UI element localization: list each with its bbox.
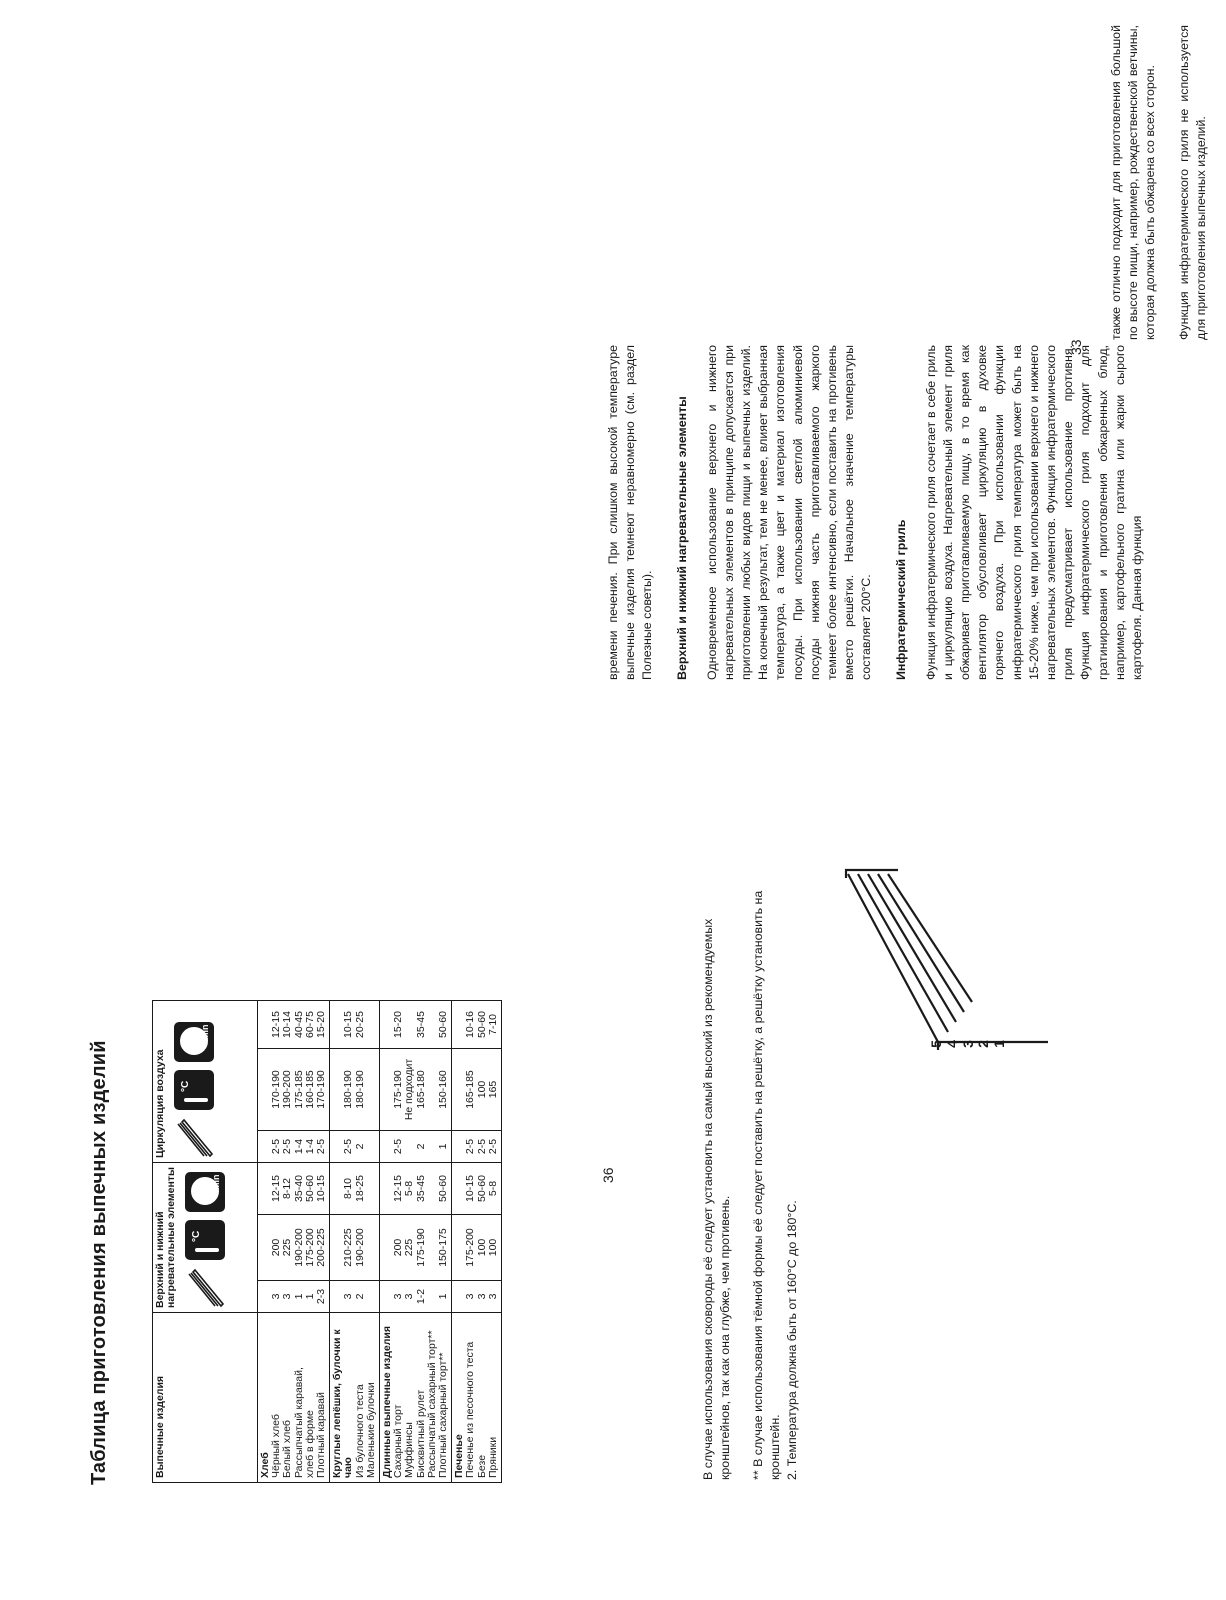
table-value: 35-45 xyxy=(414,1175,427,1202)
table-value: 12-15 xyxy=(270,1011,283,1038)
table-value: 165-180 xyxy=(414,1070,427,1109)
table-item-name: Муффинсы xyxy=(403,1422,416,1478)
table-cell-tb-level xyxy=(452,1281,502,1313)
right-page-column-2 xyxy=(1108,25,1226,340)
table-cell-product xyxy=(452,1313,502,1483)
table-value: 100 xyxy=(475,1080,488,1099)
table-item-name: Печенье из песочного теста xyxy=(464,1341,477,1478)
table-value: 1 xyxy=(437,1293,450,1300)
table-value: 10-15 xyxy=(315,1175,328,1202)
table-cell-tb-temp xyxy=(452,1215,502,1281)
table-value: 1-4 xyxy=(292,1138,305,1155)
table-value: 150-175 xyxy=(437,1228,450,1267)
table-value: 180-190 xyxy=(342,1070,355,1109)
table-value: 10-15 xyxy=(342,1011,355,1038)
table-value: 190-200 xyxy=(292,1228,305,1267)
table-value: Не подходит xyxy=(403,1058,416,1121)
table-value xyxy=(404,1005,415,1044)
table-value: 160-185 xyxy=(303,1070,316,1109)
thermometer-icon: °C xyxy=(174,1070,214,1110)
table-value: 100 xyxy=(486,1238,499,1257)
note-3: 2. Температура должна быть от 160°С до 180°С. xyxy=(785,1200,799,1480)
table-value: 225 xyxy=(281,1238,294,1257)
table-value: 2-5 xyxy=(281,1138,294,1155)
table-value: 35-45 xyxy=(414,1011,427,1038)
table-group-row xyxy=(258,1001,330,1483)
table-value: 35-40 xyxy=(292,1175,305,1202)
header-air: Циркуляция воздуха °C Min xyxy=(153,1001,258,1163)
table-value: 1 xyxy=(303,1293,316,1300)
table-value: 100 xyxy=(475,1238,488,1257)
table-value: 15-20 xyxy=(315,1011,328,1038)
table-item-name: Маленькие булочки xyxy=(364,1382,377,1478)
baking-table xyxy=(152,1000,502,1483)
table-item-name: Пряники xyxy=(486,1436,499,1478)
table-value: 170-190 xyxy=(315,1070,328,1109)
header-product: Выпечные изделия xyxy=(153,1313,258,1483)
table-value: 210-225 xyxy=(342,1228,355,1267)
table-value: 150-160 xyxy=(437,1070,450,1109)
table-value: 3 xyxy=(342,1293,355,1300)
paragraph: времени печения. При слишком высокой температуре выпечные изделия темнеют неравномерно (см. раздел Полезные советы). xyxy=(606,345,655,680)
table-value: 3 xyxy=(486,1293,499,1300)
table-value: 2-5 xyxy=(392,1138,405,1155)
table-cell-air-time xyxy=(258,1001,330,1049)
table-value: 10-15 xyxy=(464,1175,477,1202)
table-cell-tb-time xyxy=(452,1163,502,1215)
table-value: 10-16 xyxy=(464,1011,477,1038)
table-value: 180-190 xyxy=(353,1070,366,1109)
table-category: Длинные выпечные изделия xyxy=(381,1326,394,1478)
table-value: 190-200 xyxy=(353,1228,366,1267)
header-top-bottom: Верхний и нижний нагревательные элементы °C Min xyxy=(153,1163,258,1313)
table-value: 175-185 xyxy=(292,1070,305,1109)
table-value: 175-200 xyxy=(464,1228,477,1267)
table-cell-tb-level xyxy=(330,1281,380,1313)
paragraph: Одновременное использование верхнего и нижнего нагревательных элементов в принципе допускается при приготовлении любых видов пищи и выпечных изделий. На конечный результат, тем не менее, влияет выбранная температура, а также цвет и материал изготовления посуды. При использовании светлой алюминиевой посуды нижняя часть приготавливаемого жаркого темнеет более интенсивно, если поставить на противень вместо решётки. Начальное значение температуры составляет 200°С. xyxy=(704,345,874,680)
paragraph: также отлично подходит для приготовления большой по высоте пищи, например, рождественской ветчины, которая должна быть обжарена со всех сторон. xyxy=(1109,25,1158,340)
table-value: 1 xyxy=(292,1293,305,1300)
page-number: 36 xyxy=(600,1167,616,1183)
table-cell-tb-temp xyxy=(380,1215,452,1281)
table-cell-air-time xyxy=(452,1001,502,1049)
table-item-name: Рассыпчатый каравай, xyxy=(292,1367,305,1478)
timer-icon: Min xyxy=(174,1022,214,1062)
table-cell-tb-time xyxy=(330,1163,380,1215)
table-value: 165 xyxy=(486,1080,499,1099)
right-page-column-1 xyxy=(605,345,1162,680)
table-value: 1-4 xyxy=(303,1138,316,1155)
table-value: 2 xyxy=(353,1143,366,1150)
table-value: 3 xyxy=(392,1293,405,1300)
table-item-name: Из булочного теста xyxy=(353,1384,366,1478)
table-value: 200 xyxy=(270,1238,283,1257)
table-value: 165-185 xyxy=(464,1070,477,1109)
table-value: 50-60 xyxy=(475,1175,488,1202)
table-value: 50-60 xyxy=(437,1011,450,1038)
table-value: 3 xyxy=(403,1293,416,1300)
tray-icon xyxy=(174,1118,214,1158)
table-cell-air-time xyxy=(330,1001,380,1049)
table-value: 12-15 xyxy=(392,1175,405,1202)
table-value: 2-5 xyxy=(464,1138,477,1155)
table-cell-product xyxy=(330,1313,380,1483)
table-value: 170-190 xyxy=(270,1070,283,1109)
note-1: В случае использования сковороды её следует установить на самый высокий из рекомендуемых кронштейнов, так как она глубже, чем противень. xyxy=(701,918,732,1480)
table-value: 60-75 xyxy=(303,1011,316,1038)
table-value: 8-12 xyxy=(281,1178,294,1200)
rack-level-number: 4 xyxy=(943,1040,960,1048)
table-cell-product xyxy=(258,1313,330,1483)
table-group-row xyxy=(452,1001,502,1483)
table-cell-tb-time xyxy=(380,1163,452,1215)
page-title: Таблица приготовления выпечных изделий xyxy=(88,1040,110,1485)
table-value: 225 xyxy=(403,1238,416,1257)
table-cell-tb-time xyxy=(258,1163,330,1215)
paragraph: Функция инфратермического гриля не используется для приготовления выпечных изделий. xyxy=(1176,25,1208,340)
table-cell-tb-temp xyxy=(258,1215,330,1281)
rack-level-number: 2 xyxy=(975,1040,992,1048)
baking-table-wrapper xyxy=(152,843,502,1483)
rack-levels xyxy=(927,1036,1008,1052)
table-group-row xyxy=(330,1001,380,1483)
table-group-row xyxy=(380,1001,452,1483)
table-value: 200-225 xyxy=(315,1228,328,1267)
thermometer-icon: °C xyxy=(185,1220,225,1260)
table-value: 2 xyxy=(414,1143,427,1150)
table-value: 3 xyxy=(475,1293,488,1300)
table-item-name: хлеб в форме xyxy=(303,1410,316,1478)
table-cell-air-temp xyxy=(452,1049,502,1131)
table-value: 190-200 xyxy=(281,1070,294,1109)
section-heading: Инфратермический гриль xyxy=(893,519,908,680)
table-value: 8-10 xyxy=(342,1178,355,1200)
table-value: 1 xyxy=(437,1143,450,1150)
table-value: 1-2 xyxy=(414,1288,427,1305)
table-value: 5-8 xyxy=(403,1180,416,1197)
table-value: 2-5 xyxy=(315,1138,328,1155)
table-value: 2-5 xyxy=(270,1138,283,1155)
table-cell-tb-temp xyxy=(330,1215,380,1281)
table-cell-air-level xyxy=(380,1131,452,1163)
table-item-name: Сахарный торт xyxy=(392,1404,405,1478)
table-category: Хлеб xyxy=(259,1452,271,1478)
table-cell-air-temp xyxy=(380,1049,452,1131)
table-value xyxy=(404,1135,415,1158)
table-header-row xyxy=(153,1001,258,1483)
table-cell-air-time xyxy=(380,1001,452,1049)
tray-icon xyxy=(185,1268,225,1308)
table-item-name: Плотный сахарный торт** xyxy=(437,1352,450,1478)
rack-level-number: 5 xyxy=(927,1040,944,1048)
table-value: 20-25 xyxy=(353,1011,366,1038)
table-value: 2 xyxy=(353,1293,366,1300)
table-value: 175-190 xyxy=(392,1070,405,1109)
page-number: 33 xyxy=(1068,339,1084,355)
section-heading: Верхний и нижний нагревательные элементы xyxy=(674,396,689,680)
table-value: 12-15 xyxy=(270,1175,283,1202)
table-item-name: Плотный каравай xyxy=(315,1392,328,1478)
table-item-name: Чёрный хлеб xyxy=(270,1414,283,1478)
note-block xyxy=(700,840,801,1480)
timer-icon: Min xyxy=(185,1172,225,1212)
table-value: 5-8 xyxy=(486,1180,499,1197)
table-value: 10-14 xyxy=(281,1011,294,1038)
table-cell-air-level xyxy=(330,1131,380,1163)
rack-level-number: 3 xyxy=(959,1040,976,1048)
table-cell-air-level xyxy=(258,1131,330,1163)
note-2: ** В случае использования тёмной формы её следует поставить на решётку, а решётку установить на кронштейн. xyxy=(751,890,782,1480)
table-category: Печенье xyxy=(453,1434,466,1478)
table-value: 3 xyxy=(464,1293,477,1300)
table-value: 2-5 xyxy=(475,1138,488,1155)
table-value: 50-60 xyxy=(303,1175,316,1202)
rack-level-number: 1 xyxy=(991,1040,1008,1048)
table-value: 18-25 xyxy=(353,1175,366,1202)
table-value: 50-60 xyxy=(437,1175,450,1202)
table-value: 2-5 xyxy=(342,1138,355,1155)
table-item-name: Бисквитный рулет xyxy=(414,1389,427,1478)
table-item-name: Безе xyxy=(475,1454,488,1478)
table-value: 3 xyxy=(281,1293,294,1300)
table-value: 3 xyxy=(270,1293,283,1300)
table-value: 2-3 xyxy=(315,1288,328,1305)
table-value: 50-60 xyxy=(475,1011,488,1038)
table-body xyxy=(258,1001,502,1483)
table-value: 175-200 xyxy=(303,1228,316,1267)
table-cell-air-temp xyxy=(258,1049,330,1131)
table-category: Круглые лепёшки, булочки к чаю xyxy=(331,1329,355,1478)
table-value: 175-190 xyxy=(414,1228,427,1267)
table-value: 200 xyxy=(392,1238,405,1257)
table-cell-air-level xyxy=(452,1131,502,1163)
table-cell-air-temp xyxy=(330,1049,380,1131)
table-cell-tb-level xyxy=(258,1281,330,1313)
table-cell-tb-level xyxy=(380,1281,452,1313)
paragraph: Функция инфратермического гриля сочетает в себе гриль и циркуляцию воздуха. Нагревательный элемент гриля обжаривает приготавливаемую пищу, в то время как вентилятор обусловливает циркуляцию в духовке горячего воздуха. При использовании функции инфратермического гриля температура может быть на 15-20% ниже, чем при использовании верхнего и нижнего нагревательных элементов. Функция инфратермического гриля предусматривает использование противня. Функция инфратермического гриля подходит для гратинирования и приготовления обжаренных блюд, например, картофельного гратина или жарки сырого картофеля. Данная функция xyxy=(923,345,1145,680)
table-value: 15-20 xyxy=(392,1011,405,1038)
table-cell-product xyxy=(380,1313,452,1483)
table-item-name: Белый хлеб xyxy=(281,1420,294,1478)
table-item-name: Рассыпчатый сахарный торт** xyxy=(425,1330,438,1478)
table-value: 7-10 xyxy=(486,1014,499,1036)
table-value: 2-5 xyxy=(486,1138,499,1155)
table-value: 40-45 xyxy=(292,1011,305,1038)
